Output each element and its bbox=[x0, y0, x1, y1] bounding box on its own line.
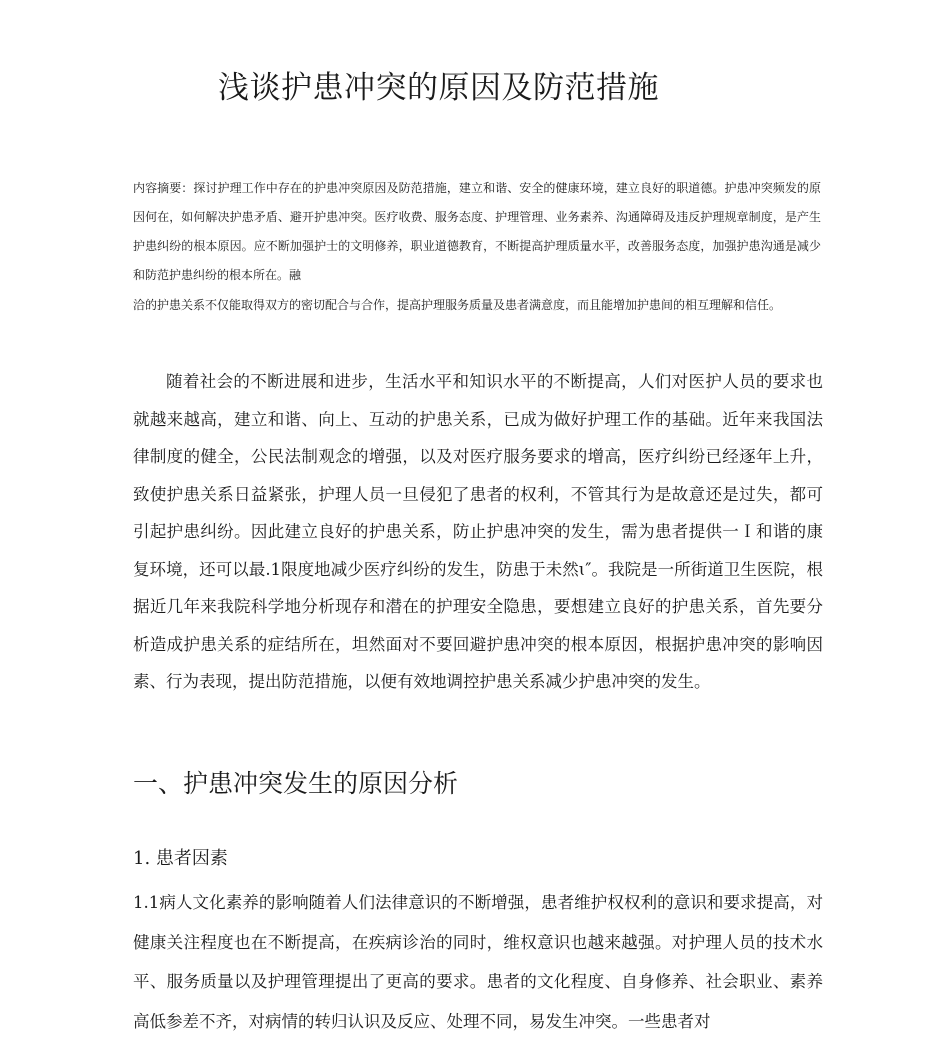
subsection-heading: 1. 患者因素 bbox=[133, 848, 228, 869]
abstract-paragraph: 内容摘要：探讨护理工作中存在的护患冲突原因及防范措施，建立和谐、安全的健康环境，建立良好的职道德。护患冲突频发的原因何在，如何解决护患矛盾、避开护患冲突。医疗收费、服务态度、护理管理、业务素养、沟通障碍及违反护理规章制度，是产生护患纠纷的根本原因。应不断加强护士的文明修养，职业道德教育，不断提高护理质量水平，改善服务态度，加强护患沟通是减少和防范护患纠纷的根本所在。融 bbox=[133, 181, 821, 282]
document-title: 浅谈护患冲突的原因及防范措施 bbox=[218, 70, 659, 106]
intro-paragraph: 随着社会的不断进展和进步，生活水平和知识水平的不断提高，人们对医护人员的要求也就越来越高，建立和谐、向上、互动的护患关系，已成为做好护理工作的基础。近年来我国法律制度的健全，公民法制观念的增强，以及对医疗服务要求的增高，医疗纠纷已经逐年上升，致使护患关系日益紧张，护理人员一旦侵犯了患者的权利，不管其行为是故意还是过失，都可引起护患纠纷。因此建立良好的护患关系，防止护患冲突的发生，需为患者提供一Ｉ和谐的康复环境，还可以最.1限度地减少医疗纠纷的发生，防患于未然ɩ″。我院是一所街道卫生医院，根据近几年来我院科学地分析现存和潜在的护理安全隐患，要想建立良好的护患关系，首先要分析造成护患关系的症结所在，坦然面对不要回避护患冲突的根本原因，根据护患冲突的影响因素、行为表现，提出防范措施，以便有效地调控护患关系减少护患冲突的发生。 bbox=[133, 372, 823, 691]
abstract-continuation: 洽的护患关系不仅能取得双方的密切配合与合作，提高护理服务质量及患者满意度，而且能增加护患间的相互理解和信任。 bbox=[133, 298, 782, 312]
body-paragraph: 1.1病人文化素养的影响随着人们法律意识的不断增强，患者维护权权利的意识和要求提高，对健康关注程度也在不断提高，在疾病诊治的同时，维权意识也越来越强。对护理人员的技术水平、服务质量以及护理管理提出了更高的要求。患者的文化程度、自身修养、社会职业、素养高低参差不齐，对病情的转归认识及反应、处理不同，易发生冲突。一些患者对 bbox=[133, 893, 823, 1031]
section-heading: 一、护患冲突发生的原因分析 bbox=[133, 769, 459, 798]
